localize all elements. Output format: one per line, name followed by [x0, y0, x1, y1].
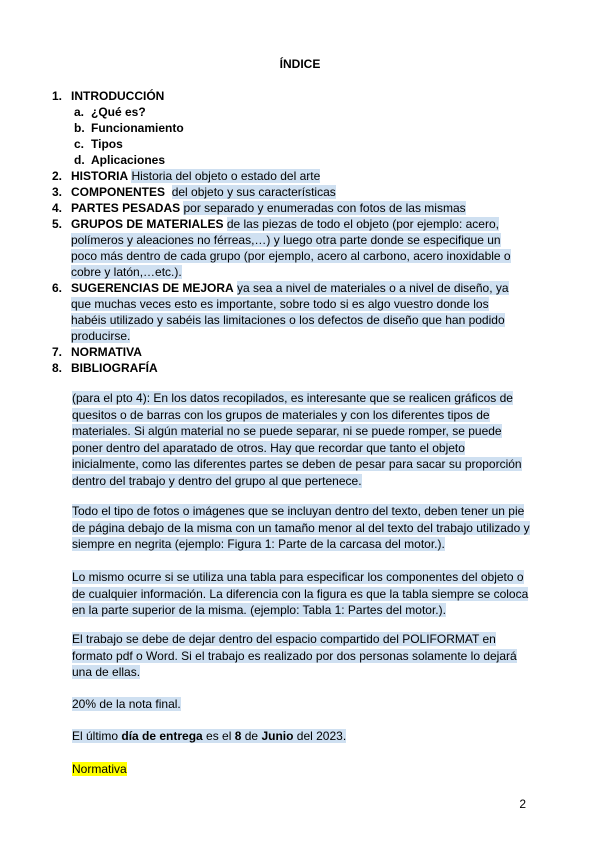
toc-sublabel: Tipos: [91, 137, 123, 151]
toc-description: por separado y enumeradas con fotos de las mismas: [183, 201, 466, 215]
toc-sublabel: Aplicaciones: [91, 153, 166, 167]
paragraph-text: El trabajo se debe de dejar dentro del espacio compartido del POLIFORMAT en formato pdf o Word. Si el trabajo es realizado por dos personas solamente lo dejará una de ellas.: [72, 632, 517, 679]
date-text: El último: [72, 729, 122, 743]
paragraph-nota: [72, 696, 532, 713]
toc-number: 1.: [52, 89, 63, 103]
toc-number: 4.: [52, 201, 63, 215]
toc-heading: SUGERENCIAS DE MEJORA: [71, 281, 234, 295]
toc-subitem: [71, 136, 522, 152]
toc-subitem: [71, 120, 522, 136]
toc-heading: BIBLIOGRAFÍA: [71, 361, 158, 375]
toc-heading: GRUPOS DE MATERIALES: [71, 217, 224, 231]
date-month: Junio: [261, 729, 294, 743]
paragraph-graficos: [72, 390, 532, 489]
date-bold: día de entrega: [121, 729, 203, 743]
toc-sublabel: ¿Qué es?: [91, 105, 146, 119]
highlighted-normativa: Normativa: [72, 762, 127, 776]
toc-subnumber: b.: [74, 121, 85, 135]
toc-sublabel: Funcionamiento: [91, 121, 184, 135]
paragraph-fotos: [72, 503, 532, 553]
toc-item-historia: [52, 168, 522, 184]
grade-percent: 20: [72, 697, 86, 711]
paragraph-text: Lo mismo ocurre si se utiliza una tabla para especificar los componentes del objeto o de cualquier información. La diferencia con la figura es que la tabla siempre se coloca en la parte superior de la misma. (ejemplo: Tabla 1: Partes del motor.).: [72, 570, 529, 617]
toc-item-grupos: [52, 216, 522, 280]
toc-subnumber: d.: [74, 153, 85, 167]
toc-sublist: [71, 104, 522, 168]
toc-number: 2.: [52, 169, 63, 183]
date-text: de: [241, 729, 262, 743]
paragraph-tablas: [72, 569, 532, 619]
toc-subitem: [71, 104, 522, 120]
toc-item-bibliografia: [52, 360, 522, 376]
toc-heading: HISTORIA: [71, 169, 129, 183]
toc-subnumber: c.: [74, 137, 85, 151]
paragraph-text: (para el pto 4): En los datos recopilados, es interesante que se realicen gráficos de quesitos o de barras con los grupos de materiales y con los diferentes tipos de materiales. Si algún material no se puede separar, ni se puede romper, se puede poner dentro del aparatado de otros. Hay que recordar que tanto el objeto inicialmente, como las diferentes partes se deben de pesar para sacar su proporción dentro del trabajo y dentro del grupo al que pertenece.: [72, 391, 522, 488]
toc-number: 6.: [52, 281, 63, 295]
toc-number: 8.: [52, 361, 63, 375]
page-number: 2: [519, 797, 526, 811]
toc-number: 5.: [52, 217, 63, 231]
toc-description: Historia del objeto o estado del arte: [131, 169, 321, 183]
paragraph-text: Todo el tipo de fotos o imágenes que se incluyan dentro del texto, deben tener un pie de página debajo de la misma con un tamaño menor al del texto del trabajo utilizado y siempre en negrita (ejemplo: Figura 1: Parte de la carcasa del motor.).: [72, 504, 530, 551]
toc-description: ya sea a nivel de materiales o a nivel de diseño, ya que muchas veces esto es importante, sobre todo si es algo vuestro donde los habéis utilizado y sabéis las limitaciones o los defectos de diseño que han podido producirse.: [71, 281, 509, 343]
toc-number: 7.: [52, 345, 63, 359]
toc-subitem: [71, 152, 522, 168]
toc-item-introduccion: [52, 88, 522, 168]
paragraph-entrega: [72, 631, 532, 681]
page-title: ÍNDICE: [279, 57, 321, 71]
table-of-contents: [52, 88, 522, 376]
toc-subnumber: a.: [74, 105, 85, 119]
toc-heading: INTRODUCCIÓN: [71, 89, 165, 103]
paragraph-fecha: [72, 728, 532, 745]
toc-item-partes: [52, 200, 522, 216]
toc-item-sugerencias: [52, 280, 522, 344]
toc-heading: NORMATIVA: [71, 345, 142, 359]
grade-text: % de la nota final.: [85, 697, 181, 711]
toc-description: de las piezas de todo el objeto (por ejemplo: acero, polímeros y aleaciones no férreas,…) y luego otra parte donde se especifique un poco más dentro de cada grupo (por ejemplo, acero al carbono, acero inoxidable o cobre y latón,…etc.).: [71, 217, 511, 279]
date-day: 8: [234, 729, 242, 743]
paragraph-normativa: [72, 761, 532, 778]
toc-number: 3.: [52, 185, 63, 199]
date-text: del 2023.: [293, 729, 347, 743]
toc-heading: PARTES PESADAS: [71, 201, 181, 215]
toc-description: del objeto y sus características: [171, 185, 336, 199]
toc-item-normativa: [52, 344, 522, 360]
date-text: es el: [202, 729, 235, 743]
toc-item-componentes: [52, 184, 522, 200]
toc-heading: COMPONENTES: [71, 185, 166, 199]
